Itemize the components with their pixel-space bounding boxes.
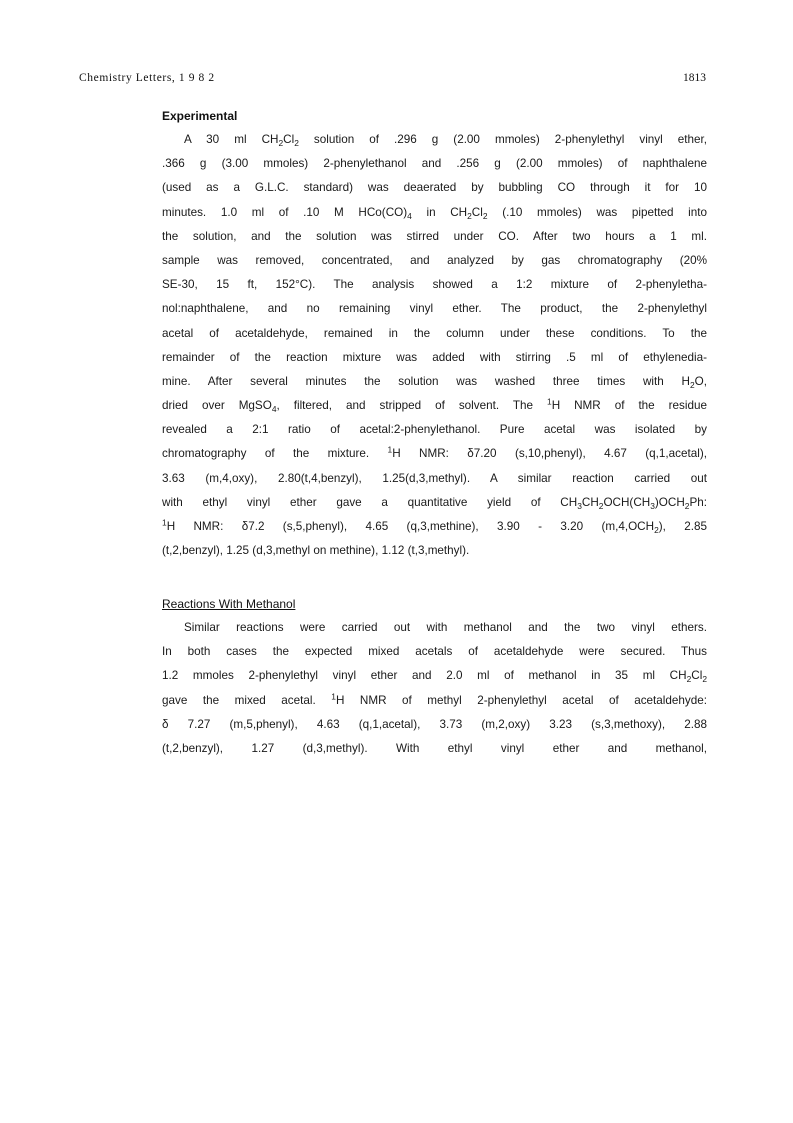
body-line: (t,2,benzyl), 1.27 (d,3,methyl). With ethyl vinyl ether and methanol, xyxy=(162,741,707,755)
body-line: gave the mixed acetal. $^1$H NMR of methyl 2-phenylethyl acetal of acetaldehyde: xyxy=(162,690,707,707)
body-line: 3.63 (m,4,oxy), 2.80(t,4,benzyl), 1.25(d,3,methyl). A similar reaction carried out xyxy=(162,471,707,485)
body-line: revealed a 2:1 ratio of acetal:2-phenylethanol. Pure acetal was isolated by xyxy=(162,423,707,437)
body-line: chromatography of the mixture. $^1$H NMR: δ7.20 (s,10,phenyl), 4.67 (q,1,acetal), xyxy=(162,444,707,461)
body-line: SE-30, 15 ft, 152°C). The analysis showed a 1:2 mixture of 2-phenyletha- xyxy=(162,278,707,292)
body-line: In both cases the expected mixed acetals of acetaldehyde were secured. Thus xyxy=(162,645,707,659)
body-line: acetal of acetaldehyde, remained in the column under these conditions. To the xyxy=(162,326,707,340)
body-line: $^1$H NMR: δ7.2 (s,5,phenyl), 4.65 (q,3,methine), 3.90 - 3.20 $(m,4,OCH_2)$, 2.85 xyxy=(162,517,707,535)
body-line: (used as a G.L.C. standard) was deaerated by bubbling CO through it for 10 xyxy=(162,181,707,195)
journal-citation: Chemistry Letters, 1 9 8 2 xyxy=(79,72,215,84)
page-header xyxy=(79,72,706,88)
body-line: (t,2,benzyl), 1.25 (d,3,methyl on methine), 1.12 (t,3,methyl). xyxy=(162,544,470,558)
section-title-experimental: Experimental xyxy=(162,109,238,123)
body-line: minutes. 1.0 ml of .10 M $HCo(CO)_4$ in $CH_2Cl_2$ (.10 mmoles) was pipetted into xyxy=(162,205,707,221)
body-line: sample was removed, concentrated, and analyzed by gas chromatography (20% xyxy=(162,253,707,267)
body-line: Similar reactions were carried out with methanol and the two vinyl ethers. xyxy=(184,621,707,634)
section-title-reactions-with-methanol: Reactions With Methanol xyxy=(162,597,296,611)
body-line: with ethyl vinyl ether gave a quantitative yield of $CH_3CH_2OCH(CH_3)OCH_2Ph$: xyxy=(162,495,707,511)
page-number: 1813 xyxy=(683,72,706,84)
body-line: .366 g (3.00 mmoles) 2-phenylethanol and .256 g (2.00 mmoles) of naphthalene xyxy=(162,157,707,171)
body-line: A 30 ml $CH_2Cl_2$ solution of .296 g (2.00 mmoles) 2-phenylethyl vinyl ether, xyxy=(184,133,707,148)
experimental-body xyxy=(162,128,707,563)
body-line: remainder of the reaction mixture was added with stirring .5 ml of ethylenedia- xyxy=(162,350,707,364)
body-line: mine. After several minutes the solution was washed three times with $H_2O$, xyxy=(162,374,707,390)
body-line: the solution, and the solution was stirred under CO. After two hours a 1 ml. xyxy=(162,229,707,243)
body-line: nol:naphthalene, and no remaining vinyl ether. The product, the 2-phenylethyl xyxy=(162,302,707,316)
body-line: dried over MgSO$_4$, filtered, and stripped of solvent. The $^1$H NMR of the residue xyxy=(162,396,708,414)
methanol-body xyxy=(162,616,707,761)
body-line: 1.2 mmoles 2-phenylethyl vinyl ether and 2.0 ml of methanol in 35 ml $CH_2Cl_2$ xyxy=(162,669,707,685)
body-line: δ 7.27 (m,5,phenyl), 4.63 (q,1,acetal), 3.73 (m,2,oxy) 3.23 (s,3,methoxy), 2.88 xyxy=(162,717,707,731)
